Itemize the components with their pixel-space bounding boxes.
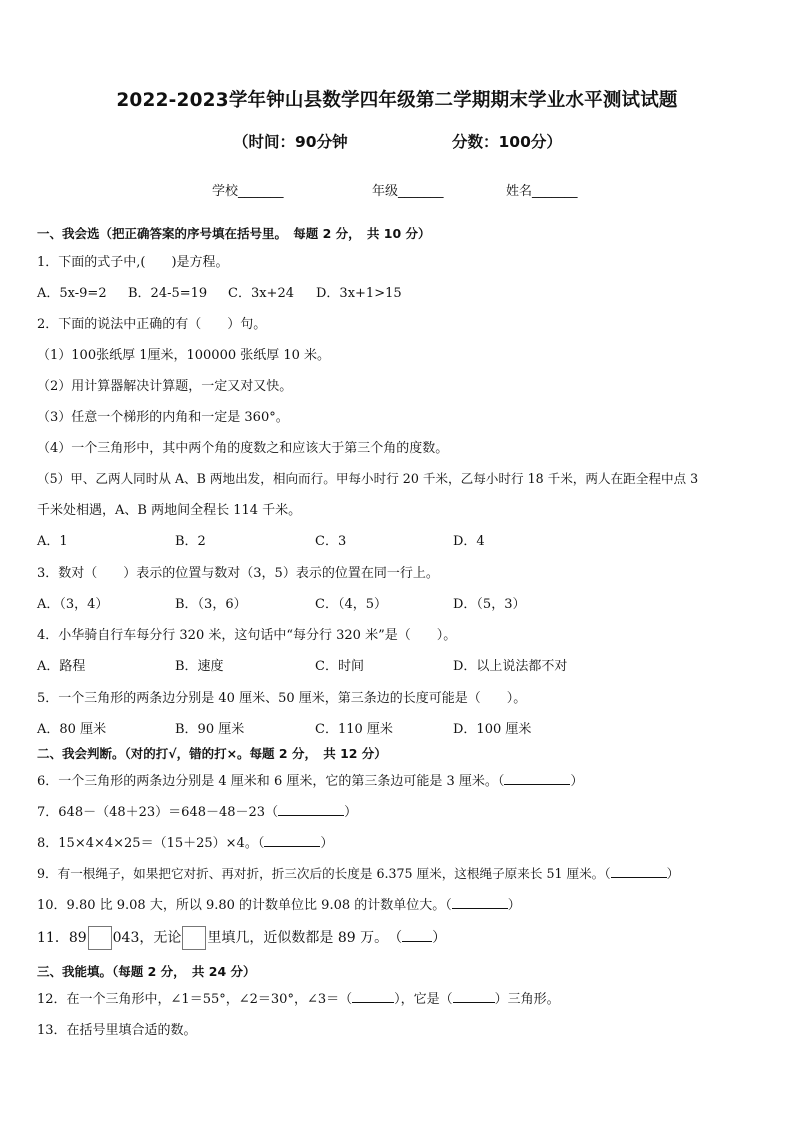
q10-answer-blank[interactable]: [452, 896, 508, 909]
q6-close: ）: [570, 774, 584, 789]
question-13: 13．在括号里填合适的数。: [37, 1023, 197, 1038]
q2-statement-2: （2）用计算器解决计算题，一定又对又快。: [37, 379, 293, 394]
question-6: [37, 770, 583, 789]
q9-close: ）: [666, 866, 680, 881]
q5-option-a: A．80 厘米: [37, 722, 107, 737]
q2-statement-3: （3）任意一个梯形的内角和一定是 360°。: [37, 410, 289, 425]
q2-statement-4: （4）一个三角形中，其中两个角的度数之和应该大于第三个角的度数。: [37, 441, 449, 456]
q2-option-b: B．2: [175, 534, 206, 549]
question-8: [37, 832, 333, 851]
exam-time: （时间：90分钟: [233, 133, 348, 151]
q4-option-c: C．时间: [315, 659, 364, 674]
q11-digit-box-2[interactable]: [182, 926, 206, 950]
q11-answer-blank[interactable]: [402, 929, 432, 942]
q5-option-b: B．90 厘米: [175, 722, 245, 737]
q8-answer-blank[interactable]: [264, 834, 320, 847]
q12-type-blank[interactable]: [453, 990, 495, 1003]
q10-close: ）: [507, 898, 521, 913]
q6-text: 6．一个三角形的两条边分别是 4 厘米和 6 厘米，它的第三条边可能是 3 厘米。（: [37, 774, 505, 789]
q2-statement-5-cont: 千米处相遇，A、B 两地间全程长 114 千米。: [37, 503, 302, 518]
q2-option-d: D．4: [453, 534, 485, 549]
q4-option-d: D．以上说法都不对: [453, 659, 568, 674]
school-field: 学校_______: [212, 184, 284, 199]
question-7: [37, 801, 357, 820]
q3-option-c: C．（4，5）: [315, 597, 387, 612]
q7-text: 7．648－（48＋23）＝648－48－23（: [37, 805, 279, 820]
exam-score: 分数：100分）: [452, 133, 562, 151]
q8-close: ）: [320, 836, 334, 851]
q12-text-a: 12．在一个三角形中，∠1＝55°，∠2＝30°，∠3＝（: [37, 992, 353, 1007]
q11-close: ）: [432, 930, 447, 946]
q7-close: ）: [344, 805, 358, 820]
q11-text-b: 043，无论: [112, 930, 182, 946]
q11-text-a: 11．89: [37, 930, 87, 946]
section1-heading: 一、我会选（把正确答案的序号填在括号里。 每题 2 分， 共 10 分）: [37, 226, 431, 241]
page-title: 2022-2023学年钟山县数学四年级第二学期期末学业水平测试试题: [116, 90, 678, 111]
section2-heading: 二、我会判断。（对的打√，错的打×。每题 2 分， 共 12 分）: [37, 746, 387, 761]
q2-statement-5: （5）甲、乙两人同时从 A、B 两地出发，相向而行。甲每小时行 20 千米，乙每小时行 18 千米，两人在距全程中点 3: [37, 471, 699, 486]
question-4: 4．小华骑自行车每分行 320 米，这句话中“每分行 320 米”是（ ）。: [37, 628, 457, 643]
question-5: 5．一个三角形的两条边分别是 40 厘米、50 厘米，第三条边的长度可能是（ ）。: [37, 691, 527, 706]
q2-option-a: A．1: [37, 534, 68, 549]
q2-option-c: C．3: [315, 534, 347, 549]
q8-text: 8．15×4×4×25＝（15＋25）×4。（: [37, 836, 265, 851]
question-1: 1．下面的式子中,( )是方程。: [37, 255, 229, 270]
q11-digit-box[interactable]: [88, 926, 112, 950]
question-2: 2．下面的说法中正确的有（ ）句。: [37, 317, 267, 332]
q1-option-a: A．5x-9=2: [37, 286, 107, 301]
q1-option-d: D．3x+1>15: [316, 286, 402, 301]
q3-option-d: D．（5，3）: [453, 597, 526, 612]
q9-answer-blank[interactable]: [611, 865, 667, 878]
q3-option-a: A．（3，4）: [37, 597, 109, 612]
q10-text: 10．9.80 比 9.08 大，所以 9.80 的计数单位比 9.08 的计数单位大。（: [37, 898, 452, 913]
question-3: 3．数对（ ）表示的位置与数对（3，5）表示的位置在同一行上。: [37, 566, 439, 581]
section3-heading: 三、我能填。（每题 2 分， 共 24 分）: [37, 964, 256, 979]
name-field: 姓名_______: [506, 184, 578, 199]
q12-angle-blank[interactable]: [352, 990, 394, 1003]
question-9: [37, 863, 679, 882]
q12-text-b: ），它是（: [394, 992, 453, 1007]
q11-text-c: 里填几，近似数都是 89 万。 （: [207, 930, 403, 946]
q4-option-a: A．路程: [37, 659, 86, 674]
q1-option-b: B．24-5=19: [128, 286, 208, 301]
question-11: [37, 926, 446, 950]
q12-text-c: ）三角形。: [494, 992, 560, 1007]
grade-field: 年级_______: [372, 184, 444, 199]
q4-option-b: B．速度: [175, 659, 224, 674]
q5-option-d: D．100 厘米: [453, 722, 532, 737]
q6-answer-blank[interactable]: [504, 772, 570, 785]
question-10: [37, 894, 521, 913]
q5-option-c: C．110 厘米: [315, 722, 393, 737]
q7-answer-blank[interactable]: [278, 803, 344, 816]
question-12: [37, 988, 560, 1007]
q1-option-c: C．3x+24: [228, 286, 294, 301]
q2-statement-1: （1）100张纸厚 1厘米，100000 张纸厚 10 米。: [37, 348, 331, 363]
q9-text: 9．有一根绳子，如果把它对折、再对折，折三次后的长度是 6.375 厘米，这根绳子原来长 51 厘米。（: [37, 866, 611, 881]
q3-option-b: B．（3，6）: [175, 597, 247, 612]
